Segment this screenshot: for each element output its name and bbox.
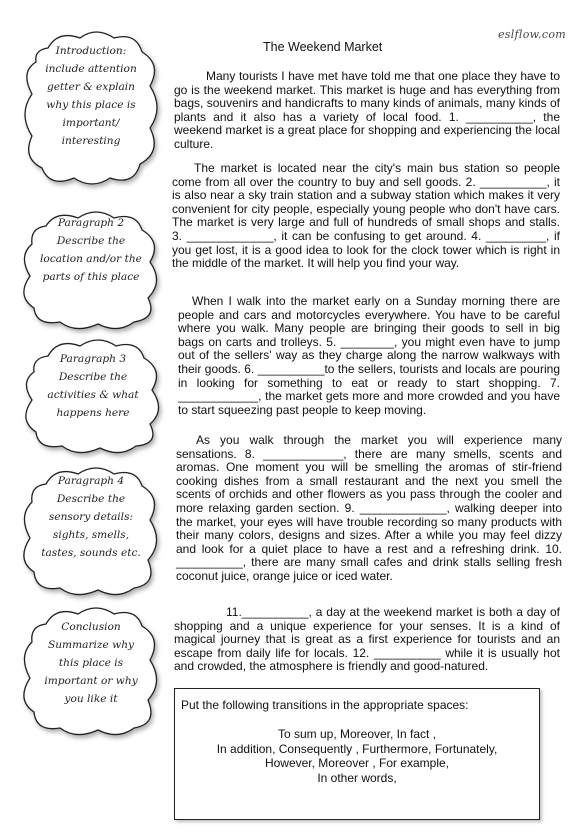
cloud-introduction-text: Introduction: include attention getter & explain why this place is important/ interesting	[45, 45, 137, 147]
transitions-box	[174, 688, 540, 820]
transitions-line: To sum up, Moreover, In fact ,	[277, 727, 437, 741]
transitions-instruction: Put the following transitions in the appropriate spaces:	[181, 698, 469, 712]
cloud-paragraph-3	[20, 338, 166, 450]
cloud-introduction	[18, 28, 164, 188]
cloud-paragraph-4-text: Paragraph 4 Describe the sensory details: sights, smells, tastes, sounds etc.	[41, 475, 141, 559]
cloud-conclusion-text: Conclusion Summarize why this place is important or why you like it	[44, 621, 138, 705]
cloud-paragraph-4	[18, 466, 164, 596]
paragraph-location-text: The market is located near the city's main bus station so people come from all over the country to buy and sell goods. 2. __________, it is also near a sky train station and a subway station which makes it very convenient for city people, especially young people who don't have cars. The market is very large and full of hundreds of small shops and stalls. 3. _____________, it can be confusing to get around. 4. _________, if you get lost, it is a good idea to look for the clock tower which is right in the middle of the market. It will help you find your way.	[172, 161, 560, 271]
cloud-conclusion	[18, 606, 164, 736]
transitions-line: However, Moreover , For example,	[264, 756, 450, 770]
paragraph-activities	[178, 295, 560, 417]
paragraph-conclusion	[174, 606, 560, 674]
transitions-line: In addition, Consequently , Furthermore, Fortunately,	[216, 741, 498, 756]
paragraph-conclusion-text: 11.__________, a day at the weekend market is both a day of shopping and a unique experience for your senses. It is a kind of magical journey that is great as a first experience for tourists and an escape from daily life for locals. 12. __________ while it is usually hot and crowded, the atmosphere is friendly and good-natured.	[174, 605, 560, 674]
cloud-paragraph-2-text: Paragraph 2 Describe the location and/or the parts of this place	[40, 217, 142, 283]
transitions-line: In other words,	[317, 770, 397, 785]
paragraph-introduction	[174, 70, 560, 152]
transitions-word-list	[175, 727, 539, 785]
paragraph-location	[172, 162, 560, 271]
cloud-paragraph-2	[18, 210, 164, 328]
paragraph-activities-text: When I walk into the market early on a Sunday morning there are people and cars and motorcycles everywhere. You have to be careful where you walk. Many people are bringing their goods to sell in big bags on carts and trolleys. 5. ________, you might even have to jump out of the sellers' way as they charge along the narrow walkways with their goods. 6. __________to the sellers, tourists and locals are pouring in looking for something to eat or ready to start shopping. 7. ____________, the market gets more and more crowded and you have to start squeezing past people to keep moving.	[178, 294, 560, 417]
site-watermark: eslflow.com	[497, 28, 566, 41]
paragraph-introduction-text: Many tourists I have met have told me that one place they have to go is the weekend market. This market is huge and has everything from bags, souvenirs and handicrafts to many kinds of animals, many kinds of plants and it also has a variety of local food. 1. __________, the weekend market is a great place for shopping and experiencing the local culture.	[174, 69, 560, 151]
page-title: The Weekend Market	[263, 40, 383, 54]
paragraph-senses	[176, 434, 562, 584]
paragraph-senses-text: As you walk through the market you will experience many sensations. 8. ____________, there are many smells, scents and aromas. One moment you will be smelling the aromas of stir-friend cooking dishes from a small restaurant and the next you smell the scents of orchids and other flowers as you pass through the cooler and more relaxing garden section. 9. _____________, walking deeper into the market, your eyes will have trouble recording so many products with their many colors, designs and sizes. After a while you may feel dizzy and look for a quiet place to have a rest and a refreshing drink. 10. __________, there are many small cafes and drink stalls selling fresh coconut juice, orange juice or iced water.	[176, 433, 562, 583]
cloud-paragraph-3-text: Paragraph 3 Describe the activities & what happens here	[47, 353, 139, 419]
